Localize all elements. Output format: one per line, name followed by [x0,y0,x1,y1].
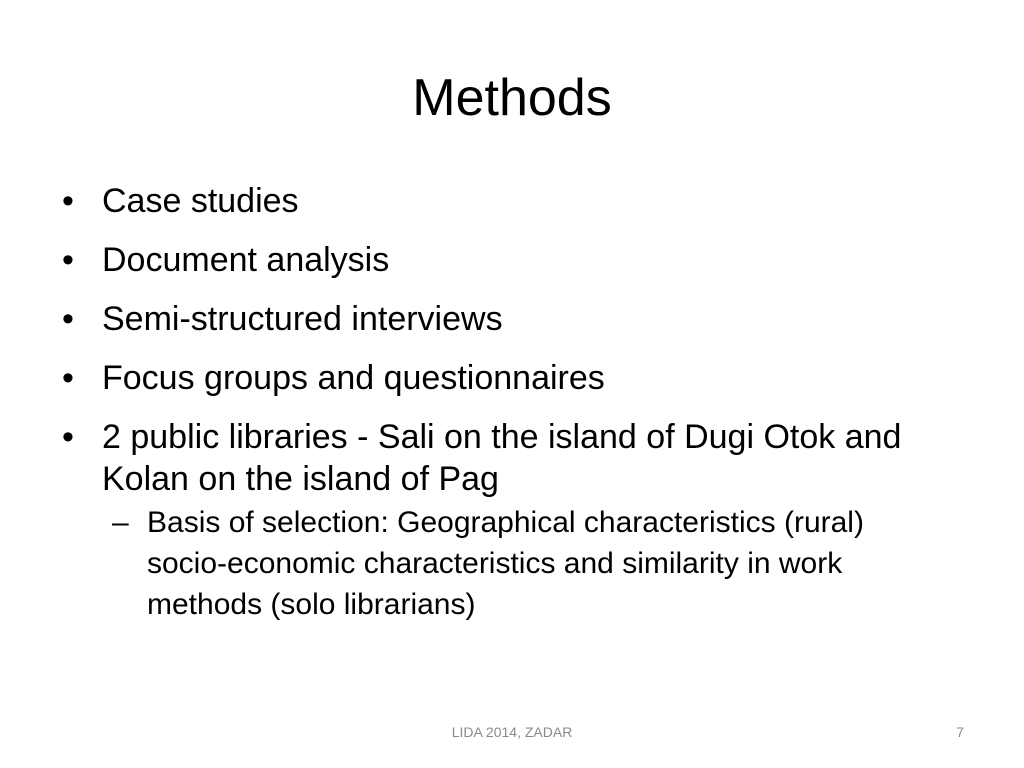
bullet-dot-icon: • [62,359,74,397]
bullet-text: Semi-structured interviews [102,300,503,338]
page-number: 7 [956,724,964,740]
sub-bullet-text: Basis of selection: Geographical characteristics (rural) socio-economic characteristics and similarity in work methods (solo librarians) [147,506,864,621]
bullet-dot-icon: • [62,418,74,456]
sub-bullet-list [102,502,942,625]
footer-text: LIDA 2014, ZADAR [451,724,573,740]
bullet-item [62,180,942,222]
bullet-item [62,239,942,281]
bullet-dot-icon: • [62,182,74,220]
bullet-dot-icon: • [62,300,74,338]
slide-title: Methods [412,69,612,127]
bullet-text: 2 public libraries - Sali on the island of Dugi Otok and Kolan on the island of Pag [102,418,902,498]
bullet-text: Case studies [102,182,299,220]
bullet-text: Document analysis [102,241,390,279]
bullet-item [62,416,942,625]
bullet-text: Focus groups and questionnaires [102,359,605,397]
bullet-list [62,180,942,642]
bullet-item [62,298,942,340]
bullet-dot-icon: • [62,241,74,279]
bullet-item [62,357,942,399]
sub-bullet-item [102,502,942,625]
dash-icon: – [112,506,129,539]
